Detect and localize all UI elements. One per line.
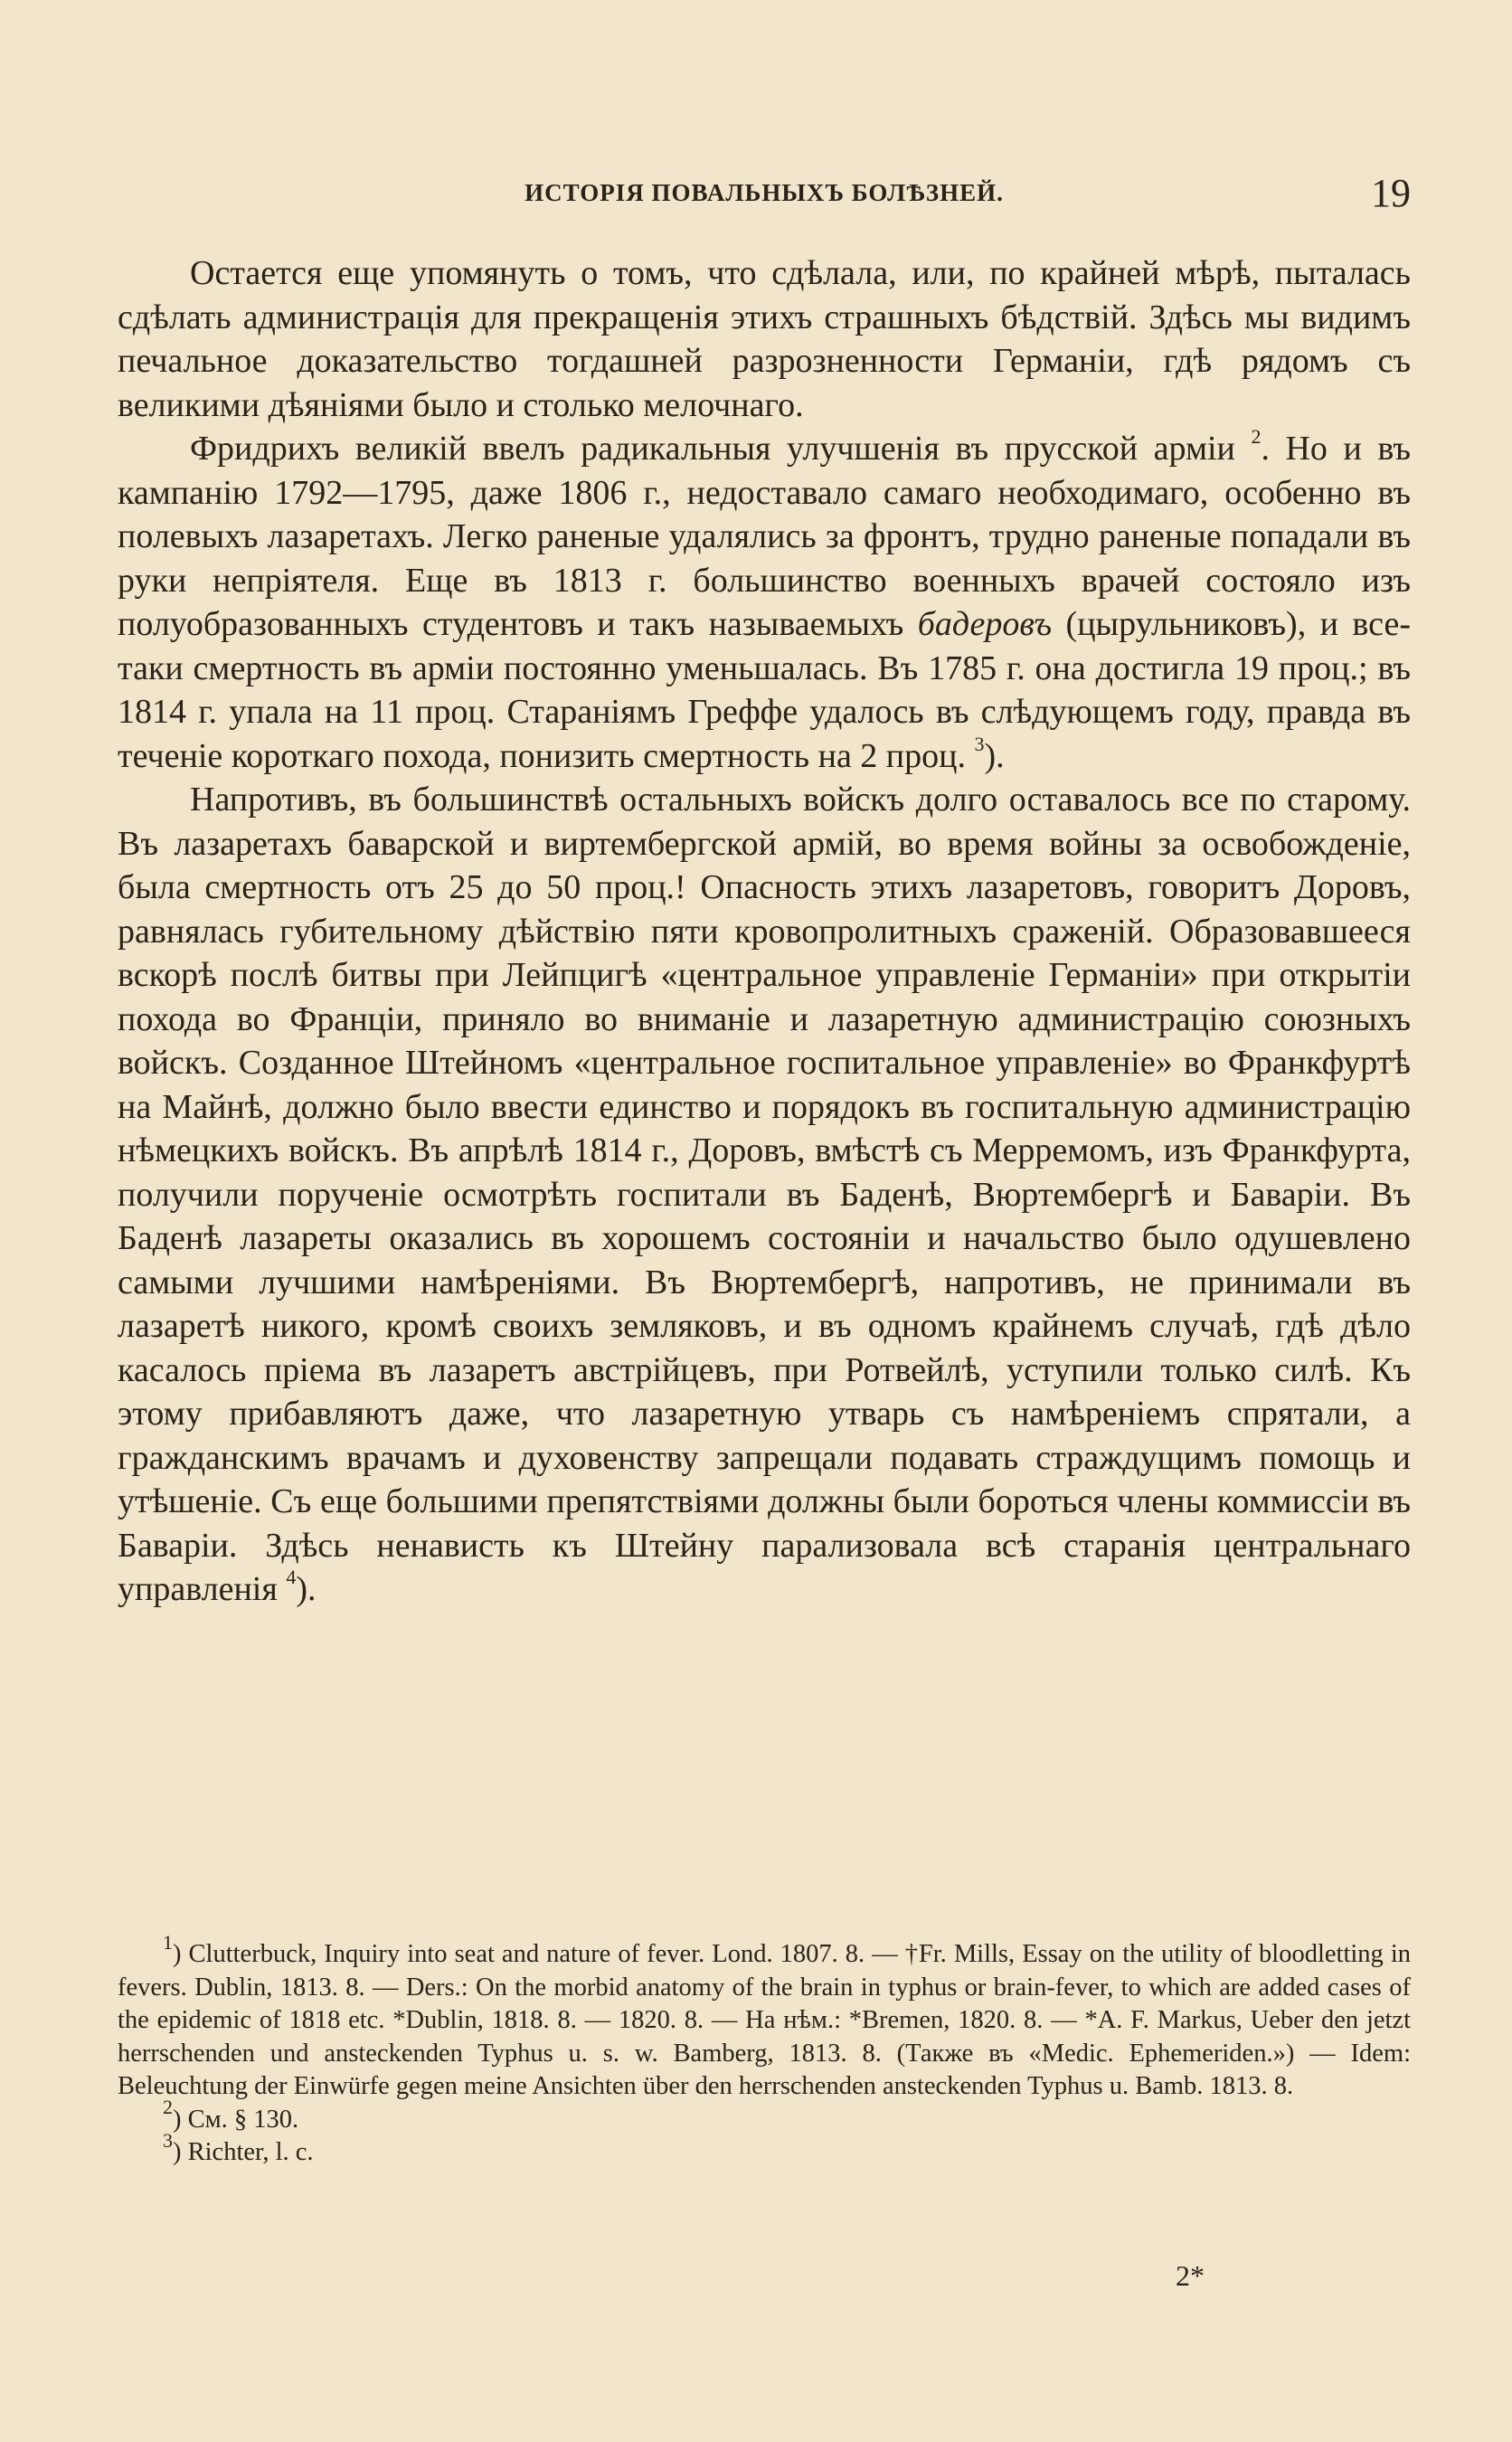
paragraph-1-text: Остается еще упомянуть о томъ, что сдѣлала, или, по крайней мѣрѣ, пыталась сдѣлать администрація для прекращенія этихъ страшныхъ бѣдствій. Здѣсь мы видимъ печальное доказательство тогдашней разрозненности Германіи, гдѣ рядомъ съ великими дѣяніями было и столько мелочнаго. (118, 254, 1411, 424)
footnote-3 (118, 2128, 1411, 2170)
footnote-3-mark: 3 (163, 2128, 173, 2152)
paragraph-3-text-a: Напротивъ, въ большинствѣ остальныхъ войскъ долго оставалось все по старому. Въ лазаретахъ баварской и виртембергской армій, во время войны за освобожденіе, была смертность отъ 25 до 50 проц.! Опасность этихъ лазаретовъ, говоритъ Доровъ, равнялась губительному дѣйствію пяти кровопролитныхъ сраженій. Образовавшееся вскорѣ послѣ битвы при Лейпцигѣ «центральное управленіе Германіи» при открытіи похода во Франціи, приняло во вниманіе и лазаретную администрацію союзныхъ войскъ. Созданное Штейномъ «центральное госпитальное управленіе» во Франкфуртѣ на Майнѣ, должно было ввести единство и порядокъ въ госпитальную администрацію нѣмецкихъ войскъ. Въ апрѣлѣ 1814 г., Доровъ, вмѣстѣ съ Мерремомъ, изъ Франкфурта, получили порученіе осмотрѣть госпитали въ Баденѣ, Вюртембергѣ и Баваріи. Въ Баденѣ лазареты оказались въ хорошемъ состояніи и начальство было одушевлено самыми лучшими намѣреніями. Въ Вюртембергѣ, напротивъ, не принимали въ лазаретѣ никого, кромѣ своихъ земляковъ, и въ одномъ крайнемъ случаѣ, гдѣ дѣло касалось пріема въ лазаретъ австрійцевъ, при Ротвейлѣ, уступили только силѣ. Къ этому прибавляютъ даже, что лазаретную утварь съ намѣреніемъ спрятали, а гражданскимъ врачамъ и духовенству запрещали подавать страждущимъ помощь и утѣшеніе. Съ еще большими препятствіями должны были бороться члены коммиссіи въ Баваріи. Здѣсь ненависть къ Штейну парализовала всѣ старанія центральнаго управленія (118, 781, 1411, 1608)
paragraph-3-text-b: ). (296, 1570, 317, 1608)
main-text (118, 251, 1411, 1612)
paragraph-2-text-d: ). (984, 736, 1005, 775)
paragraph-2-text-a: Фридрихъ великій ввелъ радикальныя улучшенія въ прусской арміи (190, 430, 1235, 468)
paragraph-1 (118, 251, 1411, 427)
footnote-ref-2: 2 (1251, 425, 1262, 449)
paragraph-2-italic: бадеровъ (917, 605, 1053, 643)
footnote-1-mark: 1 (163, 1930, 173, 1954)
footnote-1 (118, 1930, 1411, 2104)
paragraph-2-text-c: (цырульниковъ), и все-таки смертность въ арміи постоянно уменьшалась. Въ 1785 г. она достигла 19 проц.; въ 1814 г. упала на 11 проц. Стараніямъ Греффе удалось въ слѣдующемъ году, правда въ теченіе короткаго похода, понизить смертность на 2 проц. (118, 605, 1411, 775)
footnote-3-text: ) Richter, l. c. (173, 2138, 314, 2166)
page-number: 19 (1371, 171, 1411, 215)
footnote-2-text: ) См. § 130. (173, 2105, 299, 2134)
footnote-2-mark: 2 (163, 2096, 173, 2118)
paragraph-2 (118, 427, 1411, 778)
footnotes (118, 1930, 1411, 2170)
footnote-2 (118, 2096, 1411, 2137)
footnote-ref-4: 4 (286, 1566, 297, 1589)
footnote-1-text: ) Clutterbuck, Inquiry into seat and nature of fever. Lond. 1807. 8. — †Fr. Mills, Essay on the utility of bloodletting in fevers. Dublin, 1813. 8. — Ders.: On the morbid anatomy of the brain in typhus or brain-fever, to which are added cases of the epidemic of 1818 etc. *Dublin, 1818. 8. — 1820. 8. — На нѣм.: *Bremen, 1820. 8. — *A. F. Markus, Ueber den jetzt herrschenden und ansteckenden Typhus u. s. w. Bamberg, 1813. 8. (Также въ «Medic. Ephemeriden.») — Idem: Beleuchtung der Einwürfe gegen meine Ansichten über den herrschenden ansteckenden Typhus u. Bamb. 1813. 8. (118, 1940, 1411, 2100)
footnote-ref-3: 3 (974, 732, 985, 755)
paragraph-2-text-b: . Но и въ кампанію 1792—1795, даже 1806 г., недоставало самаго необходимаго, особенно въ полевыхъ лазаретахъ. Легко раненые удалялись за фронтъ, трудно раненые попадали въ руки непріятеля. Еще въ 1813 г. большинство военныхъ врачей состояло изъ полуобразованныхъ студентовъ и такъ называемыхъ (118, 430, 1411, 643)
page-header (118, 170, 1411, 224)
paragraph-3 (118, 778, 1411, 1612)
running-head: ИСТОРІЯ ПОВАЛЬНЫХЪ БОЛѢЗНЕЙ. (524, 179, 1004, 206)
signature-mark: 2* (1176, 2259, 1205, 2292)
